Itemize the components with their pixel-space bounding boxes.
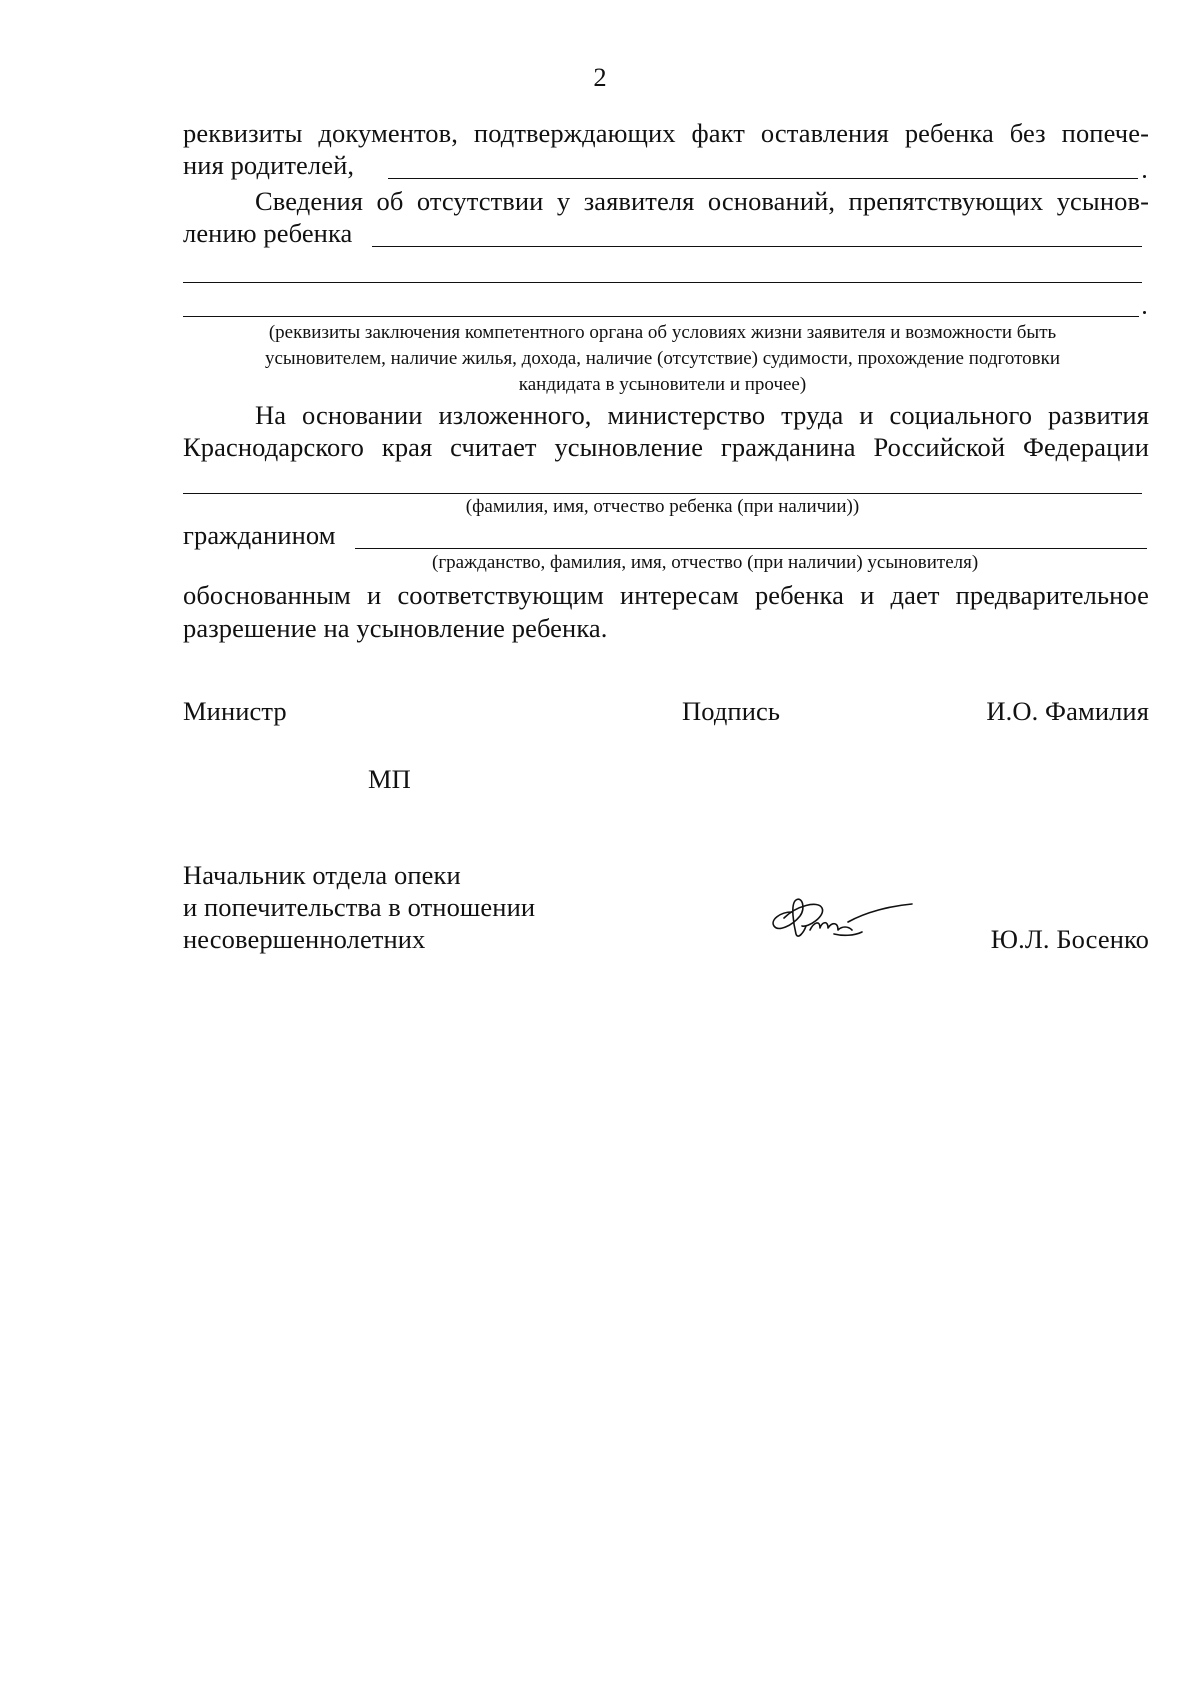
fill-line-grounds-1 <box>372 246 1142 247</box>
minister-name: И.О. Фамилия <box>986 696 1149 726</box>
para3-line1: На основании изложенного, министерство труда и социального развития <box>255 400 1149 430</box>
minister-position: Министр <box>183 696 287 726</box>
head-name: Ю.Л. Босенко <box>990 924 1149 954</box>
period-mark <box>1143 311 1146 314</box>
hint-child-name: (фамилия, имя, отчество ребенка (при наличии)) <box>465 496 860 517</box>
para4-line2: разрешение на усыновление ребенка. <box>183 613 608 643</box>
fill-line-grounds-3 <box>183 316 1139 317</box>
para3-line2: Краснодарского края считает усыновление гражданина Российской Федерации <box>183 432 1149 462</box>
stamp-place: МП <box>368 764 411 794</box>
signature-placeholder: Подпись <box>682 696 781 726</box>
period-mark <box>1143 175 1146 178</box>
para2-line2: лению ребенка <box>183 218 353 248</box>
head-title-line3: несовершеннолетних <box>183 924 426 954</box>
para4-line1: обоснованным и соответствующим интересам ребенка и дает предварительное <box>183 580 1149 610</box>
fill-line-grounds-2 <box>183 282 1142 283</box>
hint-adopter: (гражданство, фамилия, имя, отчество (при наличии) усыновителя) <box>432 552 979 573</box>
hint-conclusion-line1: (реквизиты заключения компетентного органа об условиях жизни заявителя и возможности быть <box>268 322 1057 343</box>
hint-conclusion-line2: усыновителем, наличие жилья, дохода, наличие (отсутствие) судимости, прохождение подготовки <box>265 348 1060 369</box>
fill-line-adopter <box>355 548 1147 549</box>
fill-line-orphan-docs <box>388 178 1138 179</box>
fill-line-child-name <box>183 493 1142 494</box>
head-title-line1: Начальник отдела опеки <box>183 860 461 890</box>
citizen-label: гражданином <box>183 520 336 550</box>
para2-line1: Сведения об отсутствии у заявителя оснований, препятствующих усынов- <box>255 186 1149 216</box>
hint-conclusion-line3: кандидата в усыновители и прочее) <box>518 374 807 395</box>
page-number: 2 <box>593 62 607 92</box>
para1-line2: ния родителей, <box>183 150 355 180</box>
para1-line1: реквизиты документов, подтверждающих факт оставления ребенка без попече- <box>183 118 1149 148</box>
head-title-line2: и попечительства в отношении <box>183 892 536 922</box>
